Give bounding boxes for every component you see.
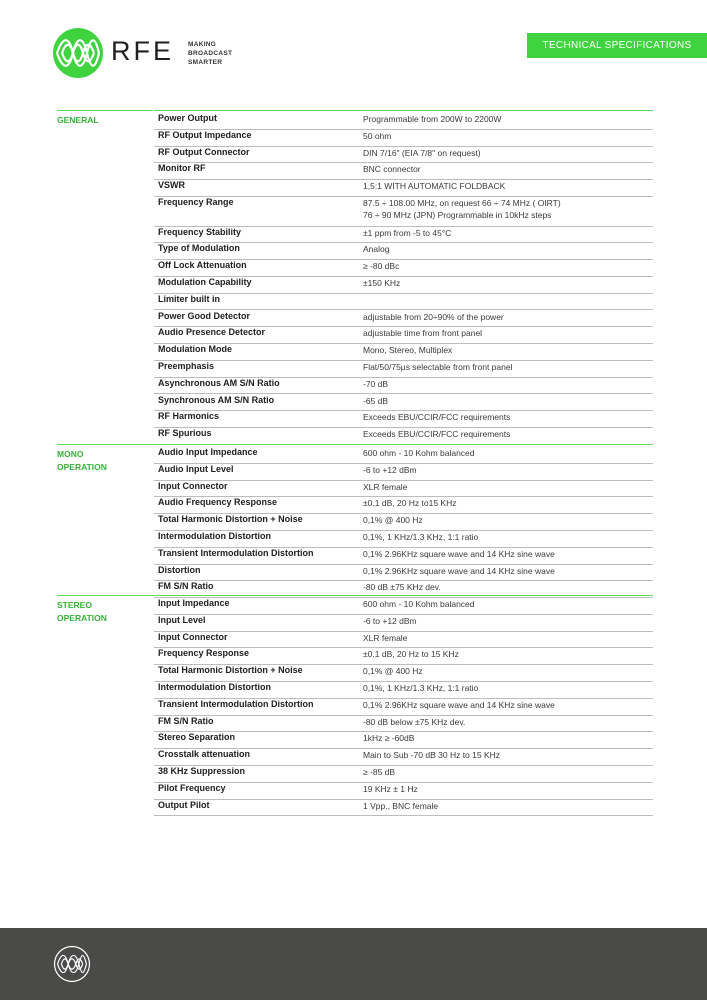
- spec-label: Input Connector: [158, 631, 228, 642]
- spec-label: Intermodulation Distortion: [158, 531, 271, 541]
- spec-row: [154, 749, 653, 766]
- spec-value: [363, 632, 407, 644]
- spec-value: [363, 464, 417, 476]
- spec-value: [363, 514, 423, 526]
- spec-value-line: -6 to +12 dBm: [363, 615, 417, 626]
- spec-label: Input Impedance: [158, 598, 230, 608]
- spec-row: [154, 378, 653, 395]
- spec-value: [363, 766, 395, 778]
- spec-value-line: 0,1% @ 400 Hz: [363, 515, 423, 526]
- section-title-line: GENERAL: [57, 115, 99, 125]
- page-footer: [0, 928, 707, 1000]
- spec-value: [363, 277, 400, 289]
- spec-value: [363, 615, 417, 627]
- tagline-line: SMARTER: [188, 59, 223, 66]
- spec-value-line: -80 dB ±75 KHz dev.: [363, 582, 441, 593]
- spec-value-line: 0,1% @ 400 Hz: [363, 666, 423, 677]
- spec-row: [154, 447, 653, 464]
- spec-value-line: 0,1%, 1 KHz/1.3 KHz, 1:1 ratio: [363, 683, 479, 693]
- rfe-wave-logo-icon: [53, 28, 103, 78]
- section-title: [57, 599, 147, 625]
- spec-label: Power Good Detector: [158, 310, 251, 321]
- spec-row: [154, 514, 653, 531]
- spec-label: Input Connector: [158, 480, 228, 491]
- spec-label: Frequency Stability: [158, 226, 242, 237]
- spec-value: [363, 447, 475, 459]
- spec-row: [154, 800, 653, 817]
- spec-value: [363, 311, 504, 323]
- spec-value-line: ±0.1 dB, 20 Hz to 15 KHz: [363, 649, 459, 660]
- section-title-line: MONO: [57, 449, 84, 459]
- spec-label: RF Output Connector: [158, 146, 250, 157]
- spec-value: [363, 581, 441, 593]
- spec-row: [154, 682, 653, 699]
- spec-label: RF Output Impedance: [158, 129, 252, 140]
- spec-label: Monitor RF: [158, 163, 206, 174]
- spec-value: [363, 243, 389, 255]
- spec-value-line: 1 Vpp., BNC female: [363, 800, 439, 811]
- spec-row: [154, 766, 653, 783]
- spec-label: Audio Input Level: [158, 463, 234, 474]
- spec-row: [154, 180, 653, 197]
- spec-value-line: adjustable from 20÷90% of the power: [363, 311, 504, 322]
- spec-value-line: ≥ -80 dBc: [363, 261, 400, 272]
- spec-row: [154, 277, 653, 294]
- spec-label: Intermodulation Distortion: [158, 682, 271, 692]
- spec-row: [154, 464, 653, 481]
- section-title-line: STEREO: [57, 600, 92, 610]
- section-divider: [57, 595, 653, 596]
- spec-value: [363, 497, 457, 509]
- spec-value: [363, 648, 459, 660]
- spec-value: [363, 197, 561, 221]
- spec-value-line: BNC connector: [363, 164, 421, 175]
- brand-name: RFE: [111, 36, 174, 66]
- spec-value-line: 600 ohm - 10 Kohm balanced: [363, 599, 475, 609]
- spec-row: [154, 294, 653, 311]
- spec-value: [363, 428, 510, 440]
- tagline-line: MAKING: [188, 41, 217, 48]
- spec-value: [363, 344, 452, 356]
- spec-label: Crosstalk attenuation: [158, 749, 251, 760]
- spec-value: [363, 716, 465, 728]
- spec-label: 38 KHz Suppression: [158, 766, 246, 776]
- spec-value-line: ≥ -85 dB: [363, 767, 396, 777]
- spec-value: [363, 749, 500, 761]
- spec-row: [154, 395, 653, 412]
- spec-value-line: 0,1% 2.96KHz square wave and 14 KHz sine wave: [363, 548, 555, 559]
- spec-value: [363, 682, 478, 694]
- spec-value-line: adjustable time from front panel: [363, 328, 483, 339]
- spec-value: [363, 163, 421, 175]
- spec-row: [154, 327, 653, 344]
- spec-value: [363, 147, 481, 159]
- spec-row: [154, 197, 653, 227]
- spec-value-line: 600 ohm - 10 Kohm balanced: [363, 448, 475, 458]
- spec-row: [154, 147, 653, 164]
- spec-label: Input Level: [158, 614, 206, 625]
- spec-value: [363, 665, 423, 677]
- spec-value-line: ±0.1 dB, 20 Hz to15 KHz: [363, 498, 457, 509]
- spec-value-line: 0,1% 2.96KHz square wave and 14 KHz sine wave: [363, 565, 555, 576]
- spec-label: Type of Modulation: [158, 243, 240, 254]
- spec-value-line: 50 ohm: [363, 130, 392, 141]
- spec-row: [154, 260, 653, 277]
- spec-value: [363, 180, 505, 192]
- spec-value: [363, 361, 512, 373]
- spec-value: [363, 378, 388, 390]
- spec-value: [363, 598, 475, 610]
- technical-specifications-badge: TECHNICAL SPECIFICATIONS: [527, 33, 707, 58]
- spec-row: [154, 243, 653, 260]
- spec-label: Stereo Separation: [158, 732, 236, 743]
- spec-value-line: ±150 KHz: [363, 277, 401, 288]
- spec-value: [363, 531, 478, 543]
- spec-value-line: 19 KHz ± 1 Hz: [363, 783, 418, 794]
- spec-row: [154, 227, 653, 244]
- spec-row: [154, 344, 653, 361]
- spec-label: Pilot Frequency: [158, 782, 226, 793]
- spec-row: [154, 548, 653, 565]
- spec-row: [154, 311, 653, 328]
- spec-value: [363, 548, 555, 560]
- spec-label: Audio Input Impedance: [158, 447, 258, 457]
- spec-row: [154, 783, 653, 800]
- spec-row: [154, 615, 653, 632]
- spec-label: Power Output: [158, 113, 217, 123]
- spec-row: [154, 732, 653, 749]
- section-title: [57, 114, 147, 127]
- spec-label: Frequency Response: [158, 648, 250, 659]
- section-divider: [154, 110, 653, 111]
- spec-label: Transient Intermodulation Distortion: [158, 698, 314, 709]
- spec-label: Transient Intermodulation Distortion: [158, 547, 314, 558]
- spec-value: [363, 732, 414, 744]
- spec-value-line: ±1 ppm from -5 to 45°C: [363, 227, 452, 238]
- spec-label: Output Pilot: [158, 799, 210, 810]
- spec-value-line: Exceeds EBU/CCIR/FCC requirements: [363, 429, 511, 440]
- spec-value-line: -65 dB: [363, 395, 389, 406]
- spec-value: [363, 327, 482, 339]
- spec-value: [363, 260, 399, 272]
- spec-row: [154, 598, 653, 615]
- spec-row: [154, 130, 653, 147]
- spec-value: [363, 130, 391, 142]
- spec-row: [154, 648, 653, 665]
- spec-row: [154, 716, 653, 733]
- spec-label: Total Harmonic Distortion + Noise: [158, 514, 303, 525]
- spec-value-line: XLR female: [363, 632, 408, 643]
- spec-label: Modulation Capability: [158, 276, 252, 287]
- spec-value: [363, 565, 555, 577]
- spec-value: [363, 227, 451, 239]
- spec-label: FM S/N Ratio: [158, 581, 214, 592]
- spec-label: Asynchronous AM S/N Ratio: [158, 377, 280, 388]
- spec-value-line: Flat/50/75µs selectable from front panel: [363, 361, 513, 372]
- spec-value-line: Programmable from 200W to 2200W: [363, 114, 502, 124]
- spec-label: Limiter built in: [158, 293, 220, 304]
- spec-label: Frequency Range: [158, 197, 234, 207]
- spec-value-line: 0,1% 2.96KHz square wave and 14 KHz sine wave: [363, 699, 555, 710]
- section-divider: [57, 110, 153, 111]
- spec-value-line: 1kHz ≥ -60dB: [363, 733, 415, 744]
- page-header: [0, 0, 707, 100]
- spec-row: [154, 632, 653, 649]
- spec-value: [363, 113, 501, 125]
- spec-value-line: Mono, Stereo, Multiplex: [363, 345, 453, 356]
- spec-value-line: -70 dB: [363, 378, 389, 389]
- tagline-line: BROADCAST: [188, 50, 233, 57]
- spec-label: Audio Presence Detector: [158, 327, 266, 338]
- brand-tagline: [188, 40, 232, 67]
- spec-row: [154, 481, 653, 498]
- section-title: [57, 448, 147, 474]
- section-title-line: OPERATION: [57, 613, 107, 623]
- spec-label: Modulation Mode: [158, 344, 232, 355]
- rfe-wave-logo-icon: [53, 945, 91, 983]
- spec-label: Preemphasis: [158, 360, 215, 371]
- spec-row: [154, 411, 653, 428]
- spec-label: VSWR: [158, 180, 185, 191]
- spec-value-line: Main to Sub -70 dB 30 Hz to 15 KHz: [363, 750, 501, 761]
- spec-value-line: DIN 7/16" (EIA 7/8" on request): [363, 147, 481, 158]
- spec-value-line: 87.5 ÷ 108.00 MHz, on request 66 ÷ 74 MHz ( OIRT): [363, 198, 561, 208]
- section-title-line: OPERATION: [57, 462, 107, 472]
- spec-value: [363, 481, 407, 493]
- spec-label: Total Harmonic Distortion + Noise: [158, 665, 303, 676]
- spec-label: Synchronous AM S/N Ratio: [158, 394, 275, 405]
- spec-row: [154, 665, 653, 682]
- spec-label: Distortion: [158, 564, 201, 575]
- spec-value-line: -6 to +12 dBm: [363, 464, 417, 475]
- spec-value-line: -80 dB below ±75 KHz dev.: [363, 716, 466, 727]
- section-divider: [57, 444, 653, 445]
- spec-row: [154, 113, 653, 130]
- spec-row: [154, 699, 653, 716]
- spec-row: [154, 361, 653, 378]
- spec-value: [363, 395, 388, 407]
- spec-value: [363, 411, 510, 423]
- spec-row: [154, 163, 653, 180]
- spec-value-line: XLR female: [363, 481, 408, 492]
- spec-label: Audio Frequency Response: [158, 497, 278, 508]
- spec-value-line: Analog: [363, 244, 390, 255]
- spec-value: [363, 800, 438, 812]
- spec-row: [154, 428, 653, 445]
- spec-value-line: 76 ÷ 90 MHz (JPN) Programmable in 10kHz steps: [363, 210, 552, 220]
- spec-row: [154, 497, 653, 514]
- spec-value-line: 0,1%, 1 KHz/1.3 KHz, 1:1 ratio: [363, 532, 479, 542]
- spec-label: RF Harmonics: [158, 411, 220, 422]
- spec-row: [154, 565, 653, 582]
- spec-value: [363, 699, 555, 711]
- spec-value: [363, 783, 418, 795]
- spec-label: Off Lock Attenuation: [158, 260, 247, 271]
- spec-row: [154, 531, 653, 548]
- spec-value-line: 1,5:1 WITH AUTOMATIC FOLDBACK: [363, 181, 506, 192]
- spec-label: FM S/N Ratio: [158, 715, 214, 726]
- spec-value-line: Exceeds EBU/CCIR/FCC requirements: [363, 412, 511, 423]
- spec-label: RF Spurious: [158, 428, 212, 439]
